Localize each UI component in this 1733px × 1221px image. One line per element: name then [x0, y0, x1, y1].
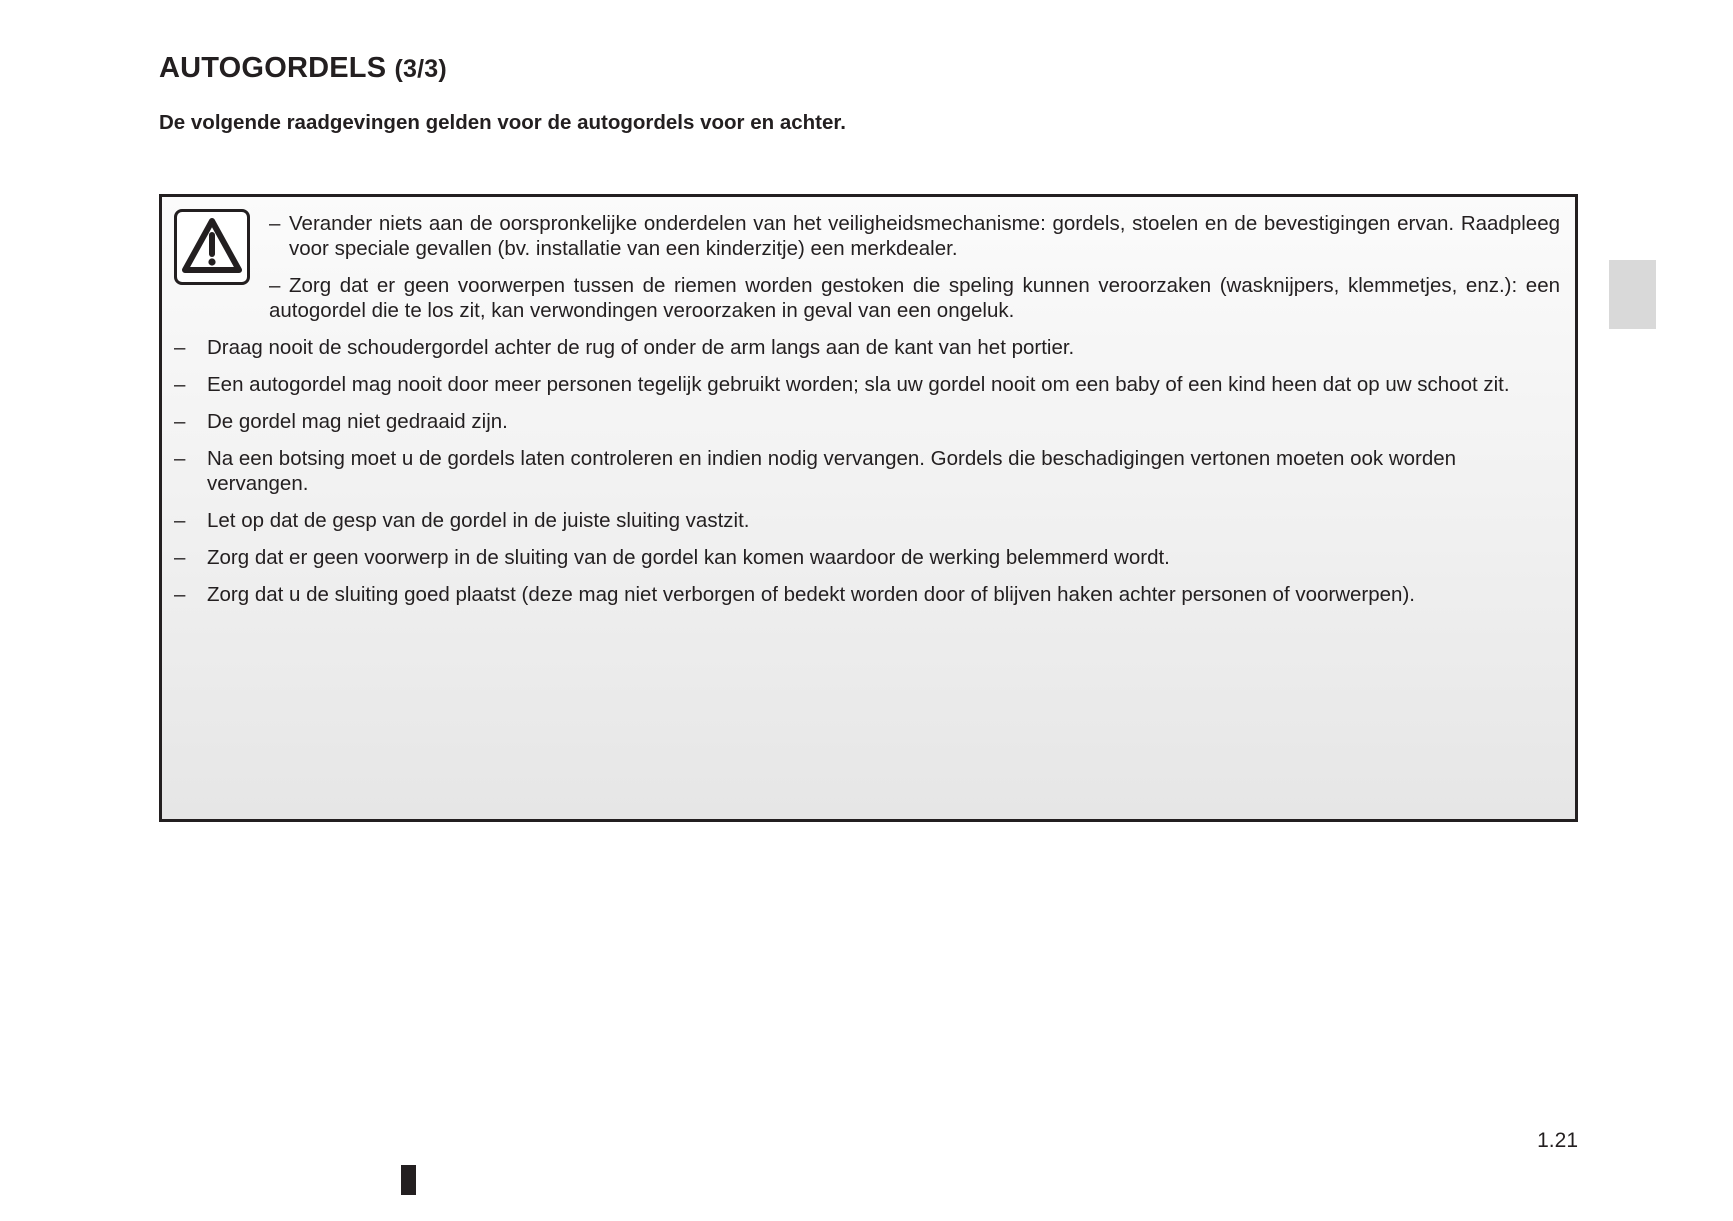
list-item [174, 372, 1560, 397]
list-item [174, 508, 1560, 533]
list-item-text: De gordel mag niet gedraaid zijn. [207, 410, 508, 433]
warning-item-no-objects [269, 273, 1560, 323]
warning-content [174, 211, 1560, 619]
list-dash: – [174, 447, 186, 470]
list-dash: – [174, 583, 186, 606]
list-item [174, 409, 1560, 434]
list-item-text: Na een botsing moet u de gordels laten controleren en indien nodig vervangen. Gordels die beschadigingen vertonen moeten ook worden vervangen. [207, 447, 1457, 495]
list-item [174, 545, 1560, 570]
warning-item-text: – Zorg dat er geen voorwerpen tussen de riemen worden gestoken die speling kunnen veroorzaken (wasknijpers, klemmetjes, enz.): een autogordel die te los zit, kan verwondingen veroorzaken in geval van een ongeluk. [269, 274, 1560, 322]
print-crop-mark [401, 1165, 416, 1195]
warning-list [174, 335, 1560, 607]
intro-text: De volgende raadgevingen gelden voor de autogordels voor en achter. [159, 111, 846, 134]
list-dash: – [269, 212, 281, 235]
list-item-text: Draag nooit de schoudergordel achter de rug of onder de arm langs aan de kant van het portier. [207, 336, 1075, 359]
page-number: 1.21 [1537, 1129, 1578, 1152]
section-side-tab [1609, 260, 1656, 329]
list-item-text: Let op dat de gesp van de gordel in de juiste sluiting vastzit. [207, 509, 750, 532]
page-title [159, 52, 447, 85]
list-item [174, 446, 1560, 496]
list-item-text: Zorg dat u de sluiting goed plaatst (deze mag niet verborgen of bedekt worden door of blijven haken achter personen of voorwerpen). [207, 583, 1415, 606]
title-part-indicator: (3/3) [394, 55, 447, 83]
list-item [174, 335, 1560, 360]
list-dash: – [174, 373, 186, 396]
warning-top-items [269, 211, 1560, 323]
title-text: AUTOGORDELS [159, 52, 387, 84]
list-dash: – [174, 410, 186, 433]
list-dash: – [174, 546, 186, 569]
warning-item-original-parts [269, 211, 1560, 261]
list-item [174, 582, 1560, 607]
list-dash: – [174, 509, 186, 532]
list-dash: – [174, 336, 186, 359]
list-item-text: Een autogordel mag nooit door meer personen tegelijk gebruikt worden; sla uw gordel nooit om een baby of een kind heen dat op uw schoot zit. [207, 373, 1510, 396]
warning-item-text: Verander niets aan de oorspronkelijke onderdelen van het veiligheidsmechanisme: gordels, stoelen en de bevestigingen ervan. Raadpleeg voor speciale gevallen (bv. installatie van een kinderzitje) een merkdealer. [289, 212, 1560, 260]
warning-box [159, 194, 1578, 822]
list-item-text: Zorg dat er geen voorwerp in de sluiting van de gordel kan komen waardoor de werking belemmerd wordt. [207, 546, 1170, 569]
